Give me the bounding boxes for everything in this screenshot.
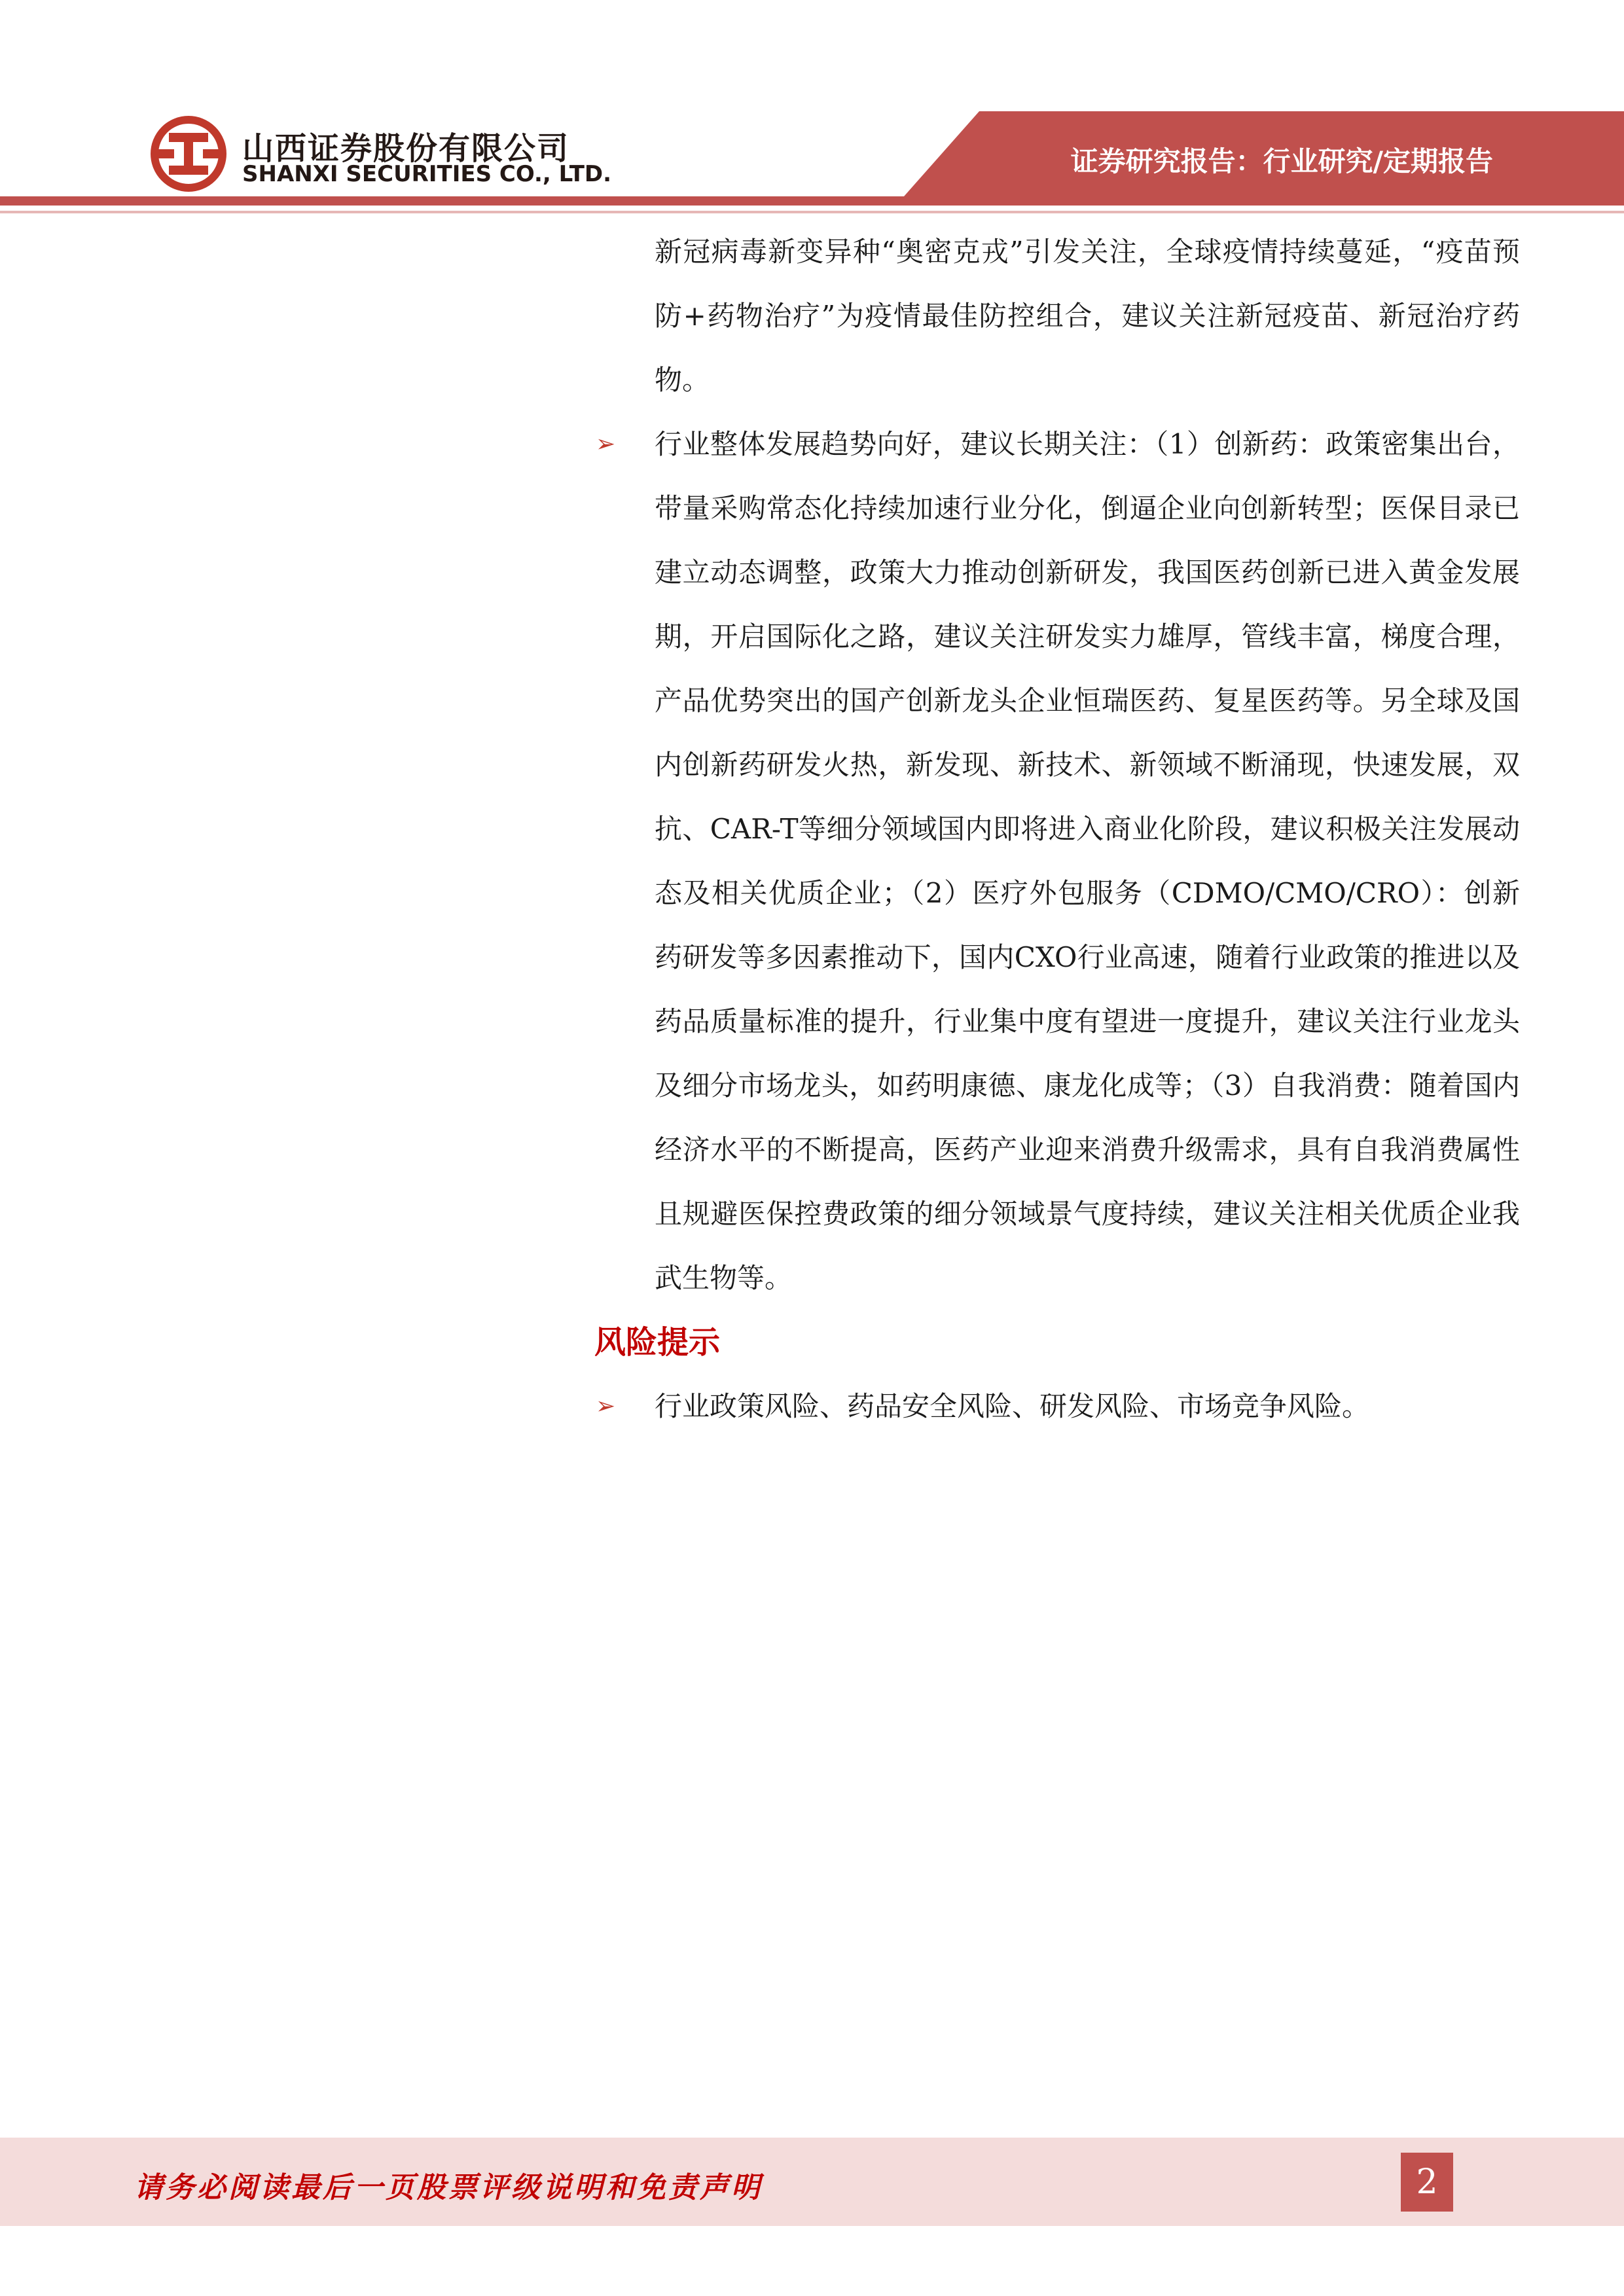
company-name-en: SHANXI SECURITIES CO., LTD. bbox=[242, 161, 612, 187]
section-title-risk: 风险提示 bbox=[594, 1324, 721, 1361]
header-rule-light bbox=[0, 211, 1624, 213]
bullet-item-risk bbox=[596, 1374, 1520, 1439]
disclaimer-text: 请务必阅读最后一页股票评级说明和免责声明 bbox=[134, 2171, 763, 2204]
header-rule bbox=[0, 196, 1624, 206]
paragraph-risk: 行业政策风险、药品安全风险、研发风险、市场竞争风险。 bbox=[655, 1390, 1370, 1422]
bullet-arrow-icon: ➢ bbox=[596, 431, 616, 457]
page-number: 2 bbox=[1401, 2153, 1453, 2212]
paragraph-long-term: 行业整体发展趋势向好，建议长期关注：（1）创新药：政策密集出台，带量采购常态化持续加速行业分化，倒逼企业向创新转型；医保目录已建立动态调整，政策大力推动创新研发，我国医药创新已进入黄金发展期，开启国际化之路，建议关注研发实力雄厚，管线丰富，梯度合理，产品优势突出的国产创新龙头企业恒瑞医药、复星医药等。另全球及国内创新药研发火热，新发现、新技术、新领域不断涌现，快速发展，双抗、CAR-T等细分领域国内即将进入商业化阶段，建议积极关注发展动态及相关优质企业；（2）医疗外包服务（CDMO/CMO/CRO）：创新药研发等多因素推动下，国内CXO行业高速，随着行业政策的推进以及药品质量标准的提升，行业集中度有望进一度提升，建议关注行业龙头及细分市场龙头，如药明康德、康龙化成等；（3）自我消费：随着国内经济水平的不断提高，医药产业迎来消费升级需求，具有自我消费属性且规避医保控费政策的细分领域景气度持续，建议关注相关优质企业我武生物等。 bbox=[655, 428, 1520, 1294]
page-footer bbox=[0, 2138, 1624, 2226]
bullet-item-long-term bbox=[596, 412, 1520, 1310]
bullet-arrow-icon: ➢ bbox=[596, 1393, 616, 1420]
report-body bbox=[594, 220, 1520, 1439]
paragraph-covid: 新冠病毒新变异种“奥密克戎”引发关注，全球疫情持续蔓延，“疫苗预防+药物治疗”为疫情最佳防控组合，建议关注新冠疫苗、新冠治疗药物。 bbox=[655, 236, 1520, 396]
report-type-label: 证券研究报告：行业研究/定期报告 bbox=[1070, 145, 1493, 177]
shanxi-securities-logo-icon bbox=[149, 115, 228, 193]
company-name-cn: 山西证券股份有限公司 bbox=[242, 130, 570, 167]
page-header bbox=[0, 0, 1624, 216]
